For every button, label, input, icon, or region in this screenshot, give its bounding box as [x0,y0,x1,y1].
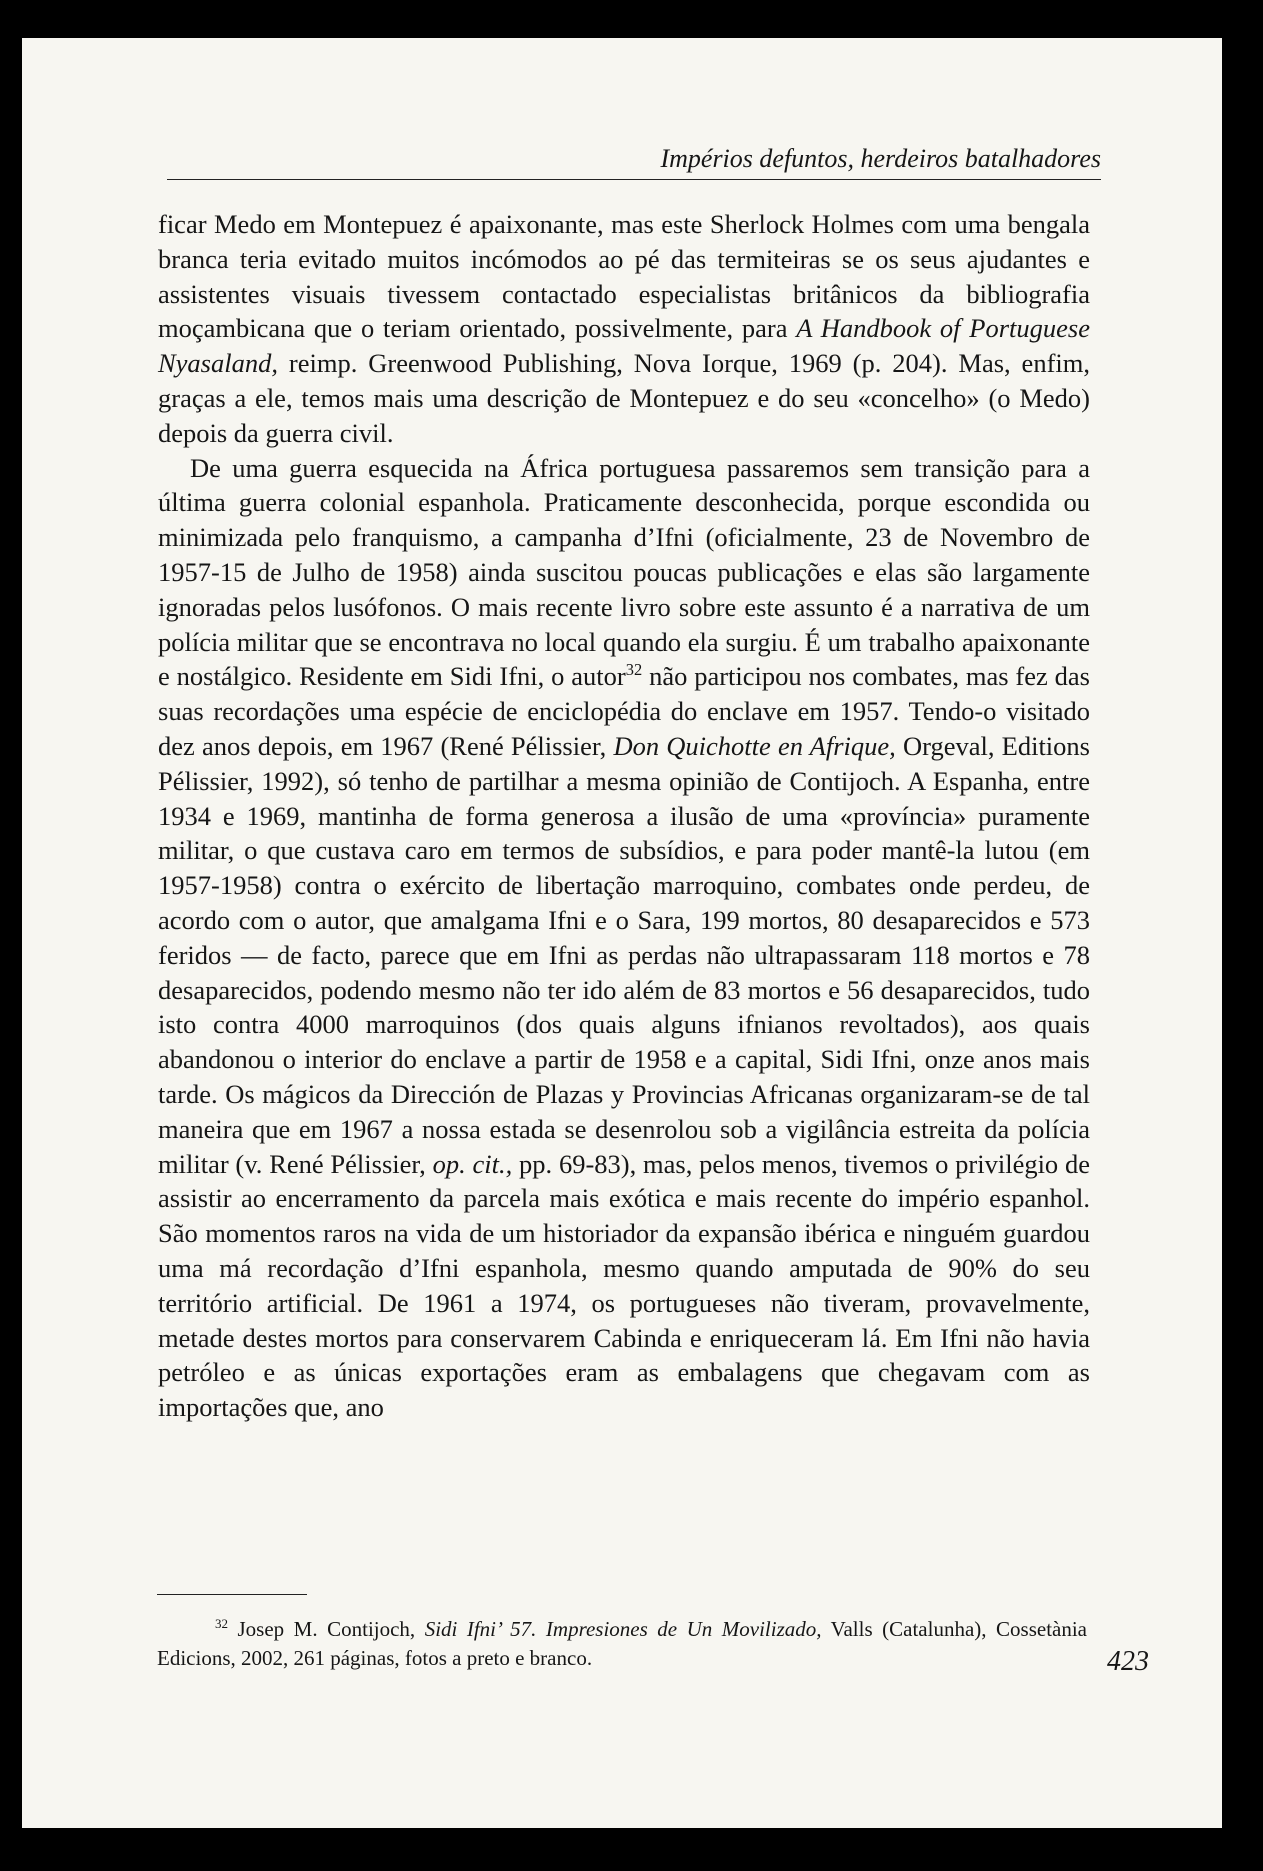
paragraph-1-text-a: ficar Medo em Montepuez é apaixonante, mas este Sherlock Holmes com uma bengala branca teria evitado muitos incómodos ao pé das termiteiras se os seus ajudantes e assistentes visuais tivessem contactado especialistas britânicos da bibliografia moçambicana que o teriam orientado, possivelmente, para [158,209,1090,344]
page-number: 423 [1107,1646,1149,1677]
book-title-don-quichotte: Don Quichotte en Afrique, [613,730,896,761]
footnote-reference: 32 [625,660,643,680]
paragraph-2-text-d: Orgeval, Editions Pélissier, 1992), só tenho de partilhar a mesma opinião de Contijoch. A Espanha, entre 1934 e 1969, mantinha de forma generosa a ilusão de uma «província» puramente militar, o que custava caro em termos de subsídios, e para poder mantê-la lutou (em 1957-1958) contra o exército de libertação marroquino, combates onde perdeu, de acordo com o autor, que amalgama Ifni e o Sara, 199 mortos, 80 desaparecidos e 573 feridos — de facto, parece que em Ifni as perdas não ultrapassaram 118 mortos e 78 desaparecidos, podendo mesmo não ter ido além de 83 mortos e 56 desaparecidos, tudo isto contra 4000 marroquinos (dos quais alguns ifnianos revoltados), aos quais abandonou o interior do enclave a partir de 1958 e a capital, Sidi Ifni, onze anos mais tarde. Os mágicos da Dirección de Plazas y Provincias Africanas organizaram-se de tal maneira que em 1967 a nossa estada se desenrolou sob a vigilância estreita da polícia militar (v. René Pélissier, [158,730,1090,1179]
footnote-book-title: Sidi Ifni’ 57. Impresiones de Un Movilizado, [424,1617,822,1641]
footnote-divider [157,1594,307,1595]
op-cit: op. cit., [432,1148,513,1179]
body-text [158,207,1090,1425]
footnote-number: 32 [215,1616,229,1631]
footnote-text-c: Valls (Catalunha), Cossetània Edicions, 2002, 261 páginas, fotos a preto e branco. [157,1617,1088,1670]
paragraph-2 [158,451,1090,1425]
book-page [22,38,1222,1828]
paragraph-2-text-f: pp. 69-83), mas, pelos menos, tivemos o privilégio de assistir ao encerramento da parcela mais exótica e mais recente do império espanhol. São momentos raros na vida de um historiador da expansão ibérica e ninguém guardou uma má recordação d’Ifni espanhola, mesmo quando amputada de 90% do seu território artificial. De 1961 a 1974, os portugueses não tiveram, provavelmente, metade destes mortos para conservarem Cabinda e enriqueceram lá. Em Ifni não havia petróleo e as únicas exportações eram as embalagens que chegavam com as importações que, ano [158,1148,1090,1423]
running-header: Impérios defuntos, herdeiros batalhadores [167,139,1101,180]
paragraph-1 [158,207,1090,451]
paragraph-2-text-a: De uma guerra esquecida na África portuguesa passaremos sem transição para a última guerra colonial espanhola. Praticamente desconhecida, porque escondida ou minimizada pelo franquismo, a campanha d’Ifni (oficialmente, 23 de Novembro de 1957-15 de Julho de 1958) ainda suscitou poucas publicações e elas são largamente ignoradas pelos lusófonos. O mais recente livro sobre este assunto é a narrativa de um polícia militar que se encontrava no local quando ela surgiu. É um trabalho apaixonante e nostálgico. Residente em Sidi Ifni, o autor [158,452,1090,692]
book-title-handbook-nyasaland: A Handbook of Portuguese Nyasaland, [158,313,1090,379]
footnote-text [157,1615,1087,1673]
paragraph-2-text-b: não participou nos combates, mas fez das suas recordações uma espécie de enciclopédia do enclave em 1957. Tendo-o visitado dez anos depois, em 1967 (René Pélissier, [158,661,1091,761]
footnote [157,1615,1087,1673]
paragraph-1-text-c: reimp. Greenwood Publishing, Nova Iorque, 1969 (p. 204). Mas, enfim, graças a ele, temos mais uma descrição de Montepuez e do seu «concelho» (o Medo) depois da guerra civil. [158,348,1090,448]
footnote-text-a: Josep M. Contijoch, [228,1617,425,1641]
